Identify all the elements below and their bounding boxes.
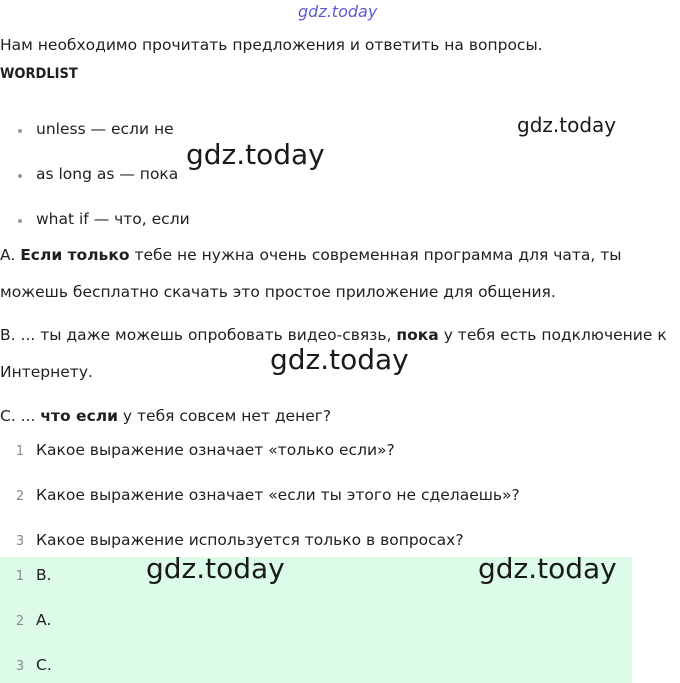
question-text: Какое выражение означает «только если»? (36, 441, 395, 459)
watermark-list-right: gdz.today (517, 113, 617, 137)
wordlist-item-text: what if — что, если (36, 210, 190, 228)
wordlist-item-text: unless — если не (36, 120, 174, 138)
watermark-top: gdz.today (298, 2, 378, 21)
sentence-b-line1 (0, 325, 667, 345)
answer-text: A. (36, 611, 52, 629)
watermark-answers-left: gdz.today (146, 552, 285, 585)
sentence-c (0, 406, 331, 426)
bullet-icon (18, 174, 22, 178)
question-number: 3 (15, 534, 25, 549)
sentence-c-keyword: что если (40, 407, 118, 425)
sentence-a-keyword: Если только (20, 246, 130, 264)
question-text: Какое выражение означает «если ты этого не сделаешь»? (36, 486, 520, 504)
question-number: 2 (15, 489, 25, 504)
wordlist-heading: WORDLIST (0, 66, 78, 82)
sentence-b-keyword: пока (396, 326, 439, 344)
answer-text: C. (36, 656, 52, 674)
watermark-mid: gdz.today (270, 343, 409, 376)
intro-text: Нам необходимо прочитать предложения и ответить на вопросы. (0, 36, 543, 54)
sentence-b-prefix: B. ... ты даже можешь опробовать видео-связь, (0, 326, 397, 344)
watermark-answers-right: gdz.today (478, 552, 617, 585)
sentence-b-rest: у тебя есть подключение к (438, 326, 667, 344)
answer-text: B. (36, 566, 52, 584)
bullet-icon (18, 219, 22, 223)
sentence-b-line2: Интернету. (0, 363, 93, 381)
sentence-a-prefix: A. (0, 246, 21, 264)
wordlist-item-text: as long as — пока (36, 165, 179, 183)
answer-number: 1 (15, 569, 25, 584)
question-number: 1 (15, 444, 25, 459)
bullet-icon (18, 129, 22, 133)
sentence-a-line1 (0, 245, 622, 265)
answer-number: 3 (15, 659, 25, 674)
sentence-c-prefix: C. ... (0, 407, 41, 425)
watermark-list-center: gdz.today (186, 138, 325, 171)
answer-number: 2 (15, 614, 25, 629)
sentence-a-line2: можешь бесплатно скачать это простое приложение для общения. (0, 283, 556, 301)
question-text: Какое выражение используется только в вопросах? (36, 531, 464, 549)
sentence-a-rest: тебе не нужна очень современная программа для чата, ты (129, 246, 622, 264)
sentence-c-rest: у тебя совсем нет денег? (117, 407, 332, 425)
